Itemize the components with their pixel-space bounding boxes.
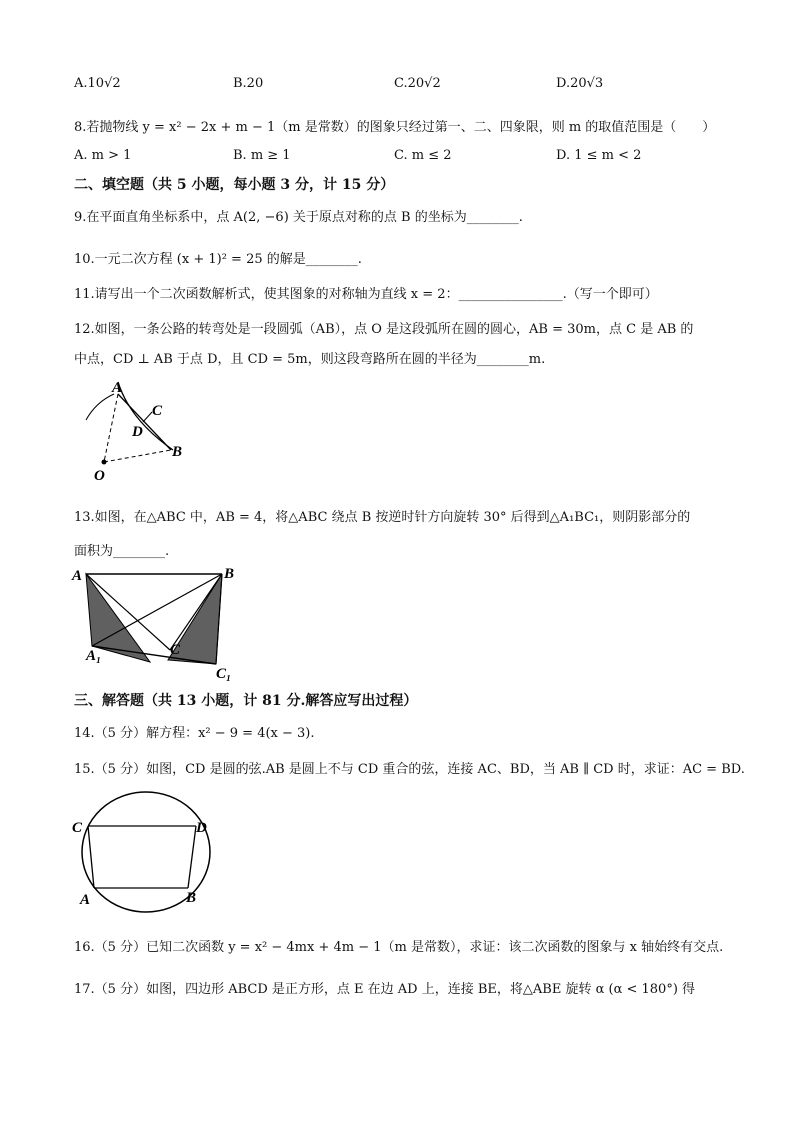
- q7-option-a: A.10√2: [74, 76, 121, 91]
- q8-option-b: B. m ≥ 1: [233, 148, 291, 163]
- q7-option-b: B.20: [233, 76, 264, 91]
- q7-option-d: D.20√3: [556, 76, 604, 91]
- q12-label-c: C: [152, 403, 163, 419]
- q13-label-b: B: [224, 566, 235, 582]
- q15-label-a: A: [80, 892, 91, 908]
- q12-line1: 12.如图，一条公路的转弯处是一段圆弧（AB），点 O 是这段弧所在圆的圆心，AB = 30m，点 C 是 AB 的: [74, 322, 694, 337]
- q12-label-b: B: [172, 444, 183, 460]
- q17-text: 17.（5 分）如图，四边形 ABCD 是正方形，点 E 在边 AD 上，连接 BE，将△ABE 旋转 α (α < 180°) 得: [74, 982, 696, 997]
- q15-label-b: B: [186, 890, 197, 906]
- q8-text: 8.若抛物线 y = x² − 2x + m − 1（m 是常数）的图象只经过第一、二、四象限，则 m 的取值范围是（ ）: [74, 120, 716, 135]
- section2-title: 二、填空题（共 5 小题，每小题 3 分，计 15 分）: [74, 177, 395, 193]
- q8-option-d: D. 1 ≤ m < 2: [556, 148, 642, 163]
- q12-label-o: O: [94, 468, 105, 484]
- q13-figure: [70, 560, 240, 682]
- q13-label-a1: A₁: [86, 648, 102, 664]
- q12-line2: 中点，CD ⊥ AB 于点 D，且 CD = 5m，则这段弯路所在圆的半径为________m.: [74, 352, 546, 367]
- q13-line1: 13.如图，在△ABC 中，AB = 4，将△ABC 绕点 B 按逆时针方向旋转 30° 后得到△A₁BC₁，则阴影部分的: [74, 510, 691, 525]
- q12-label-d: D: [132, 424, 143, 440]
- q13-label-a: A: [72, 568, 83, 584]
- q8-option-c: C. m ≤ 2: [394, 148, 452, 163]
- q10-text: 10.一元二次方程 (x + 1)² = 25 的解是________.: [74, 252, 362, 267]
- q15-label-c: C: [72, 820, 83, 836]
- q14-text: 14.（5 分）解方程：x² − 9 = 4(x − 3).: [74, 726, 315, 741]
- q16-text: 16.（5 分）已知二次函数 y = x² − 4mx + 4m − 1（m 是常数），求证：该二次函数的图象与 x 轴始终有交点.: [74, 940, 724, 955]
- q7-option-c: C.20√2: [394, 76, 441, 91]
- section3-title: 三、解答题（共 13 小题，计 81 分.解答应写出过程）: [74, 693, 418, 709]
- q12-figure: [74, 380, 204, 488]
- q9-text: 9.在平面直角坐标系中，点 A(2, −6) 关于原点对称的点 B 的坐标为________.: [74, 210, 523, 225]
- q11-text: 11.请写出一个二次函数解析式，使其图象的对称轴为直线 x = 2：________________.（写一个即可）: [74, 287, 658, 302]
- q8-option-a: A. m > 1: [74, 148, 132, 163]
- q12-label-a: A: [112, 380, 123, 396]
- q13-label-c: C: [170, 642, 181, 658]
- q15-text: 15.（5 分）如图，CD 是圆的弦.AB 是圆上不与 CD 重合的弦，连接 AC、BD，当 AB ∥ CD 时，求证：AC = BD.: [74, 762, 745, 777]
- q13-label-c1: C₁: [216, 666, 232, 682]
- q15-figure: [70, 782, 220, 918]
- q15-label-d: D: [196, 820, 207, 836]
- q13-line2: 面积为________.: [74, 544, 170, 559]
